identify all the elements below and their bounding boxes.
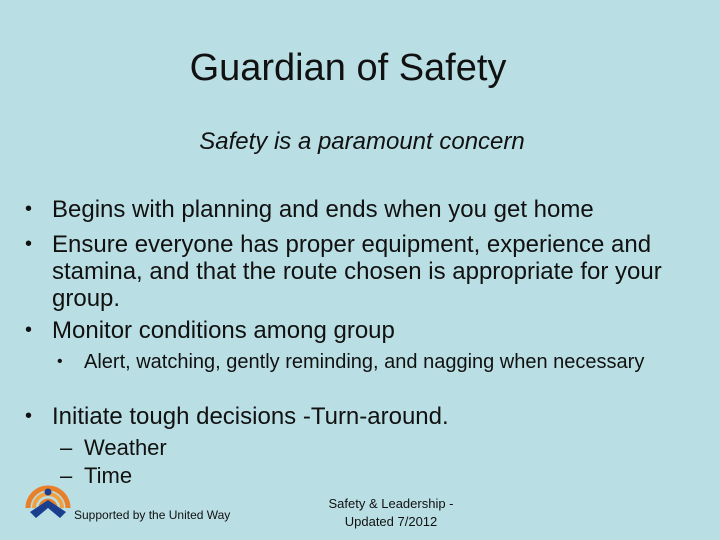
- slide-subtitle: Safety is a paramount concern: [199, 128, 525, 155]
- dash-item: [60, 462, 133, 490]
- bullet-item: [25, 196, 712, 223]
- united-way-logo-icon: [24, 478, 72, 522]
- footer-supported-by: Supported by the United Way: [74, 508, 231, 522]
- footer-updated-line: Updated 7/2012: [344, 514, 438, 529]
- sub-bullet-item: [57, 350, 684, 374]
- bullet-mark: •: [25, 405, 33, 427]
- bullet-item: [25, 231, 712, 312]
- bullet-mark: •: [25, 319, 33, 341]
- bullet-text: Begins with planning and ends when you get home: [52, 196, 594, 223]
- dash-mark: –: [60, 463, 73, 488]
- bullet-mark: •: [25, 233, 33, 255]
- bullet-mark: •: [57, 353, 63, 370]
- dash-item: [60, 434, 167, 462]
- bullet-text: Initiate tough decisions -Turn-around.: [52, 403, 449, 430]
- dash-text: Weather: [84, 435, 167, 460]
- dash-text: Time: [84, 463, 133, 488]
- dash-mark: –: [60, 435, 73, 460]
- bullet-text: Ensure everyone has proper equipment, experience and stamina, and that the route chosen is appropriate for your group.: [52, 231, 662, 312]
- footer-course-line: Safety & Leadership -: [328, 496, 454, 511]
- bullet-item: [25, 403, 712, 430]
- bullet-text: Alert, watching, gently reminding, and nagging when necessary: [84, 351, 645, 373]
- footer-course-info: [306, 495, 476, 531]
- bullet-text: Monitor conditions among group: [52, 317, 395, 344]
- bullet-mark: •: [25, 198, 33, 220]
- slide-title: Guardian of Safety: [189, 47, 507, 89]
- bullet-item: [25, 317, 712, 344]
